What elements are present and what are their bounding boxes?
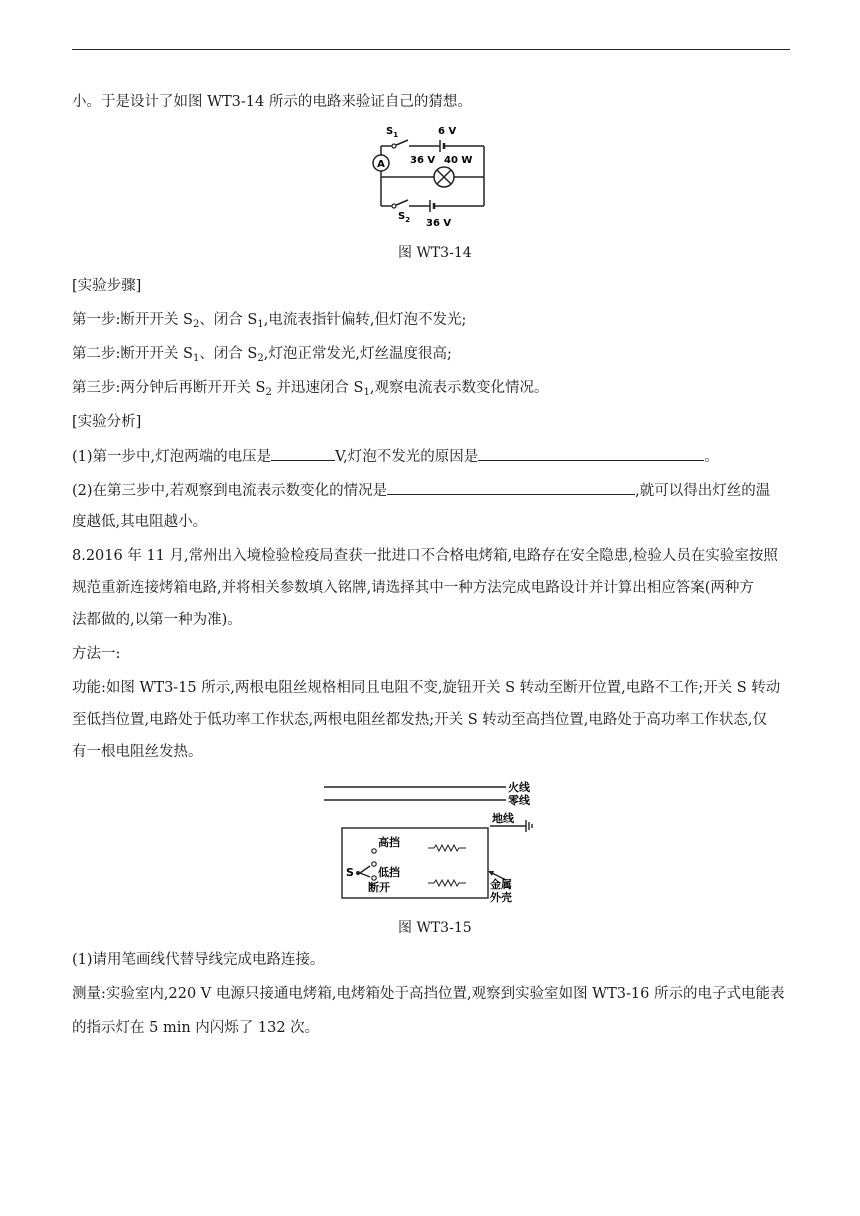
question-8-1: (1)请用笔画线代替导线完成电路连接。 <box>72 952 325 968</box>
metal-shell-label: 金属 <box>490 878 512 891</box>
measure-line: 的指示灯在 5 min 内闪烁了 132 次。 <box>72 1020 320 1036</box>
figure1-caption: 图 WT3-14 <box>398 245 472 261</box>
question-2: (2)在第三步中,若观察到电流表示数变化的情况是 ,就可以得出灯丝的温 <box>72 480 770 501</box>
battery-36v-label: 36 V <box>426 218 452 229</box>
ammeter-label: A <box>377 159 385 170</box>
neutral-wire-label: 零线 <box>508 794 530 807</box>
function-line: 至低挡位置,电路处于低功率工作状态,两根电阻丝都发热;开关 S 转动至高挡位置,电路处于高功率工作状态,仅 <box>72 712 767 728</box>
question-1: (1)第一步中,灯泡两端的电压是 V,灯泡不发光的原因是 。 <box>72 446 719 467</box>
circuit-figure-wt3-14 <box>360 122 500 232</box>
problem-8-line: 规范重新连接烤箱电路,并将相关参数填入铭牌,请选择其中一种方法完成电路设计并计算出相应答案(两种方 <box>72 580 754 596</box>
live-wire-label: 火线 <box>508 781 530 794</box>
low-position-label: 低挡 <box>378 866 400 879</box>
figure2-caption: 图 WT3-15 <box>398 920 472 936</box>
step-1: 第一步:断开开关 $S_2$、闭合 $S_1$,电流表指针偏转,但灯泡不发光; <box>72 312 467 330</box>
header-rule <box>72 49 790 50</box>
function-line: 有一根电阻丝发热。 <box>72 744 203 760</box>
off-position-label: 断开 <box>368 881 390 894</box>
answer-blank[interactable] <box>387 480 635 495</box>
metal-shell-label: 外壳 <box>490 891 512 904</box>
switch-s2-label: $S_2$ <box>398 211 411 224</box>
switch-s1-label: $S_1$ <box>386 126 399 139</box>
problem-8-line: 法都做的,以第一种为准)。 <box>72 612 242 628</box>
battery-6v-label: 6 V <box>438 126 457 137</box>
function-line: 功能:如图 WT3-15 所示,两根电阻丝规格相同且电阻不变,旋钮开关 S 转动至断开位置,电路不工作;开关 S 转动 <box>72 680 781 696</box>
answer-blank[interactable] <box>271 446 335 461</box>
switch-s-label: S <box>346 866 354 879</box>
ground-wire-label: 地线 <box>492 812 514 825</box>
lamp-power-label: 40 W <box>444 155 473 166</box>
question-2-cont: 度越低,其电阻越小。 <box>72 514 208 530</box>
high-position-label: 高挡 <box>378 836 400 849</box>
analysis-heading: [实验分析] <box>72 414 142 430</box>
oven-circuit-figure-wt3-15 <box>320 778 550 908</box>
measure-line: 测量:实验室内,220 V 电源只接通电烤箱,电烤箱处于高挡位置,观察到实验室如图 WT3-16 所示的电子式电能表 <box>72 986 785 1002</box>
answer-blank[interactable] <box>478 446 704 461</box>
step-3: 第三步:两分钟后再断开开关 $S_2$ 并迅速闭合 $S_1$,观察电流表示数变化情况。 <box>72 380 549 398</box>
step-2: 第二步:断开开关 $S_1$、闭合 $S_2$,灯泡正常发光,灯丝温度很高; <box>72 346 452 364</box>
intro-line: 小。于是设计了如图 WT3-14 所示的电路来验证自己的猜想。 <box>72 94 472 110</box>
steps-heading: [实验步骤] <box>72 278 142 294</box>
problem-8-line: 8.2016 年 11 月,常州出入境检验检疫局查获一批进口不合格电烤箱,电路存在安全隐患,检验人员在实验室按照 <box>72 548 778 564</box>
method-1-heading: 方法一: <box>72 646 121 662</box>
lamp-voltage-label: 36 V <box>410 155 436 166</box>
